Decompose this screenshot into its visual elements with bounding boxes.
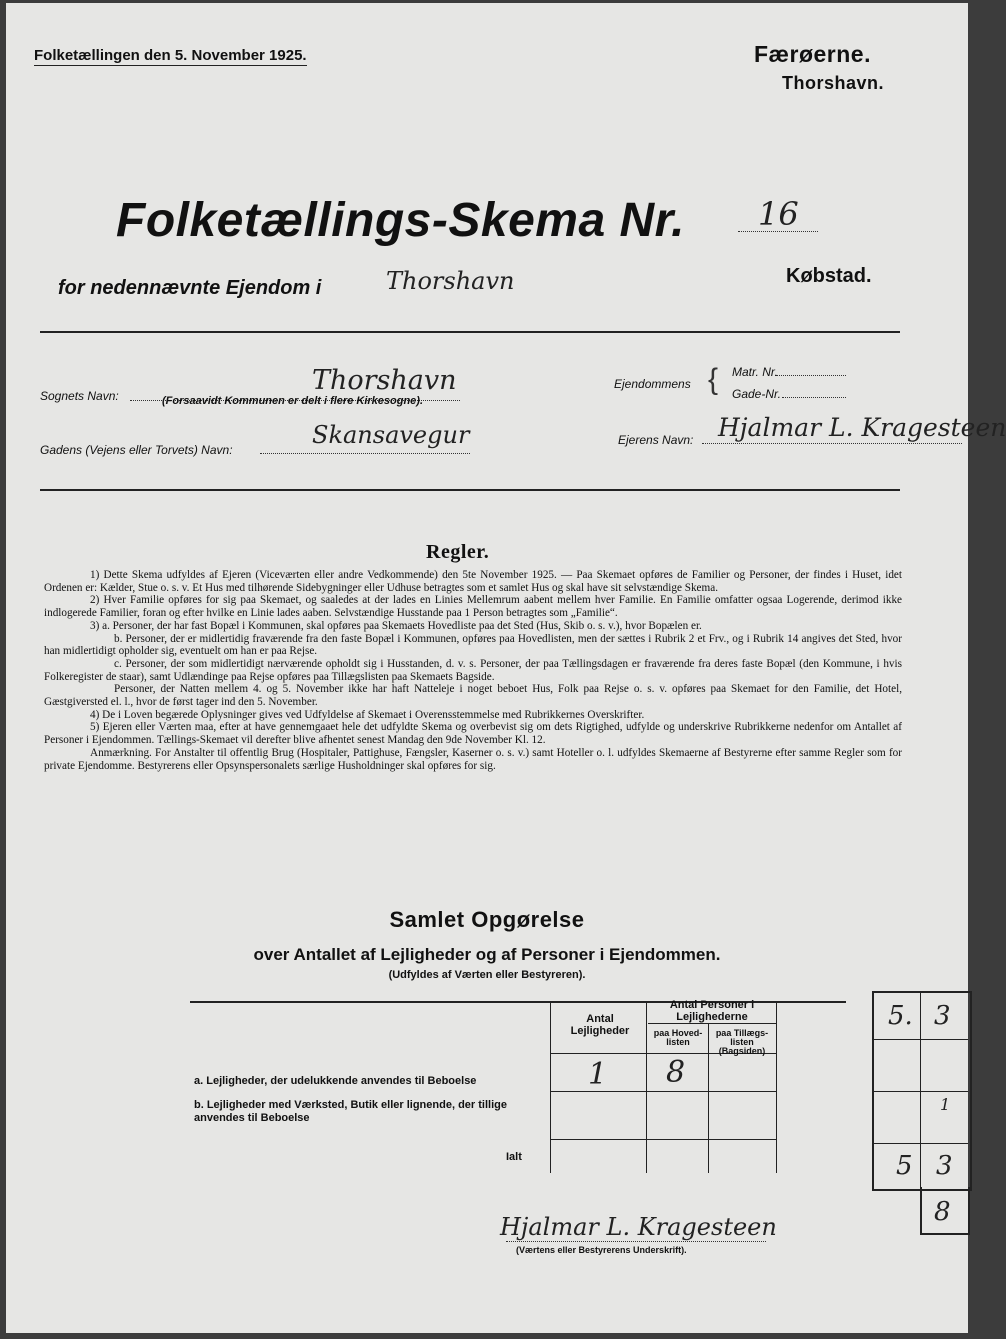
table-vline bbox=[708, 1023, 709, 1173]
town-name: Thorshavn. bbox=[782, 73, 885, 93]
city-type: Købstad. bbox=[786, 265, 872, 287]
street-value: Skansavegur bbox=[312, 421, 470, 449]
divider-top bbox=[40, 331, 900, 333]
summary-title: Samlet Opgørelse bbox=[389, 907, 585, 932]
street-label: Gadens (Vejens eller Torvets) Navn: bbox=[40, 443, 233, 457]
row-a-persons: 8 bbox=[666, 1055, 686, 1090]
tally-r4c1: 5 bbox=[896, 1151, 913, 1181]
row-b-label: b. Lejligheder med Værksted, Butik eller lignende, der tillige anvendes til Beboelse bbox=[194, 1099, 507, 1124]
col-main-list: paa Hoved-listen bbox=[653, 1028, 703, 1047]
table-vline bbox=[646, 1001, 647, 1173]
tally-r1c2: 3 bbox=[934, 1001, 951, 1031]
total-label: Ialt bbox=[506, 1151, 522, 1163]
gade-field-line bbox=[782, 397, 846, 398]
rule-paragraph: b. Personer, der er midlertidig fraværende fra den faste Bopæl i Kommunen, opføres paa Hovedlisten, men der sættes i Rubrik 2 et Frv., og i Rubrik 14 angives det Sted, hvor han midlertidigt opholder sig, eventuelt om han er paa Rejse. bbox=[44, 632, 902, 658]
street-field-line bbox=[260, 453, 470, 454]
rules-title: Regler. bbox=[426, 541, 490, 563]
brace-icon: { bbox=[708, 363, 719, 396]
parish-value: Thorshavn bbox=[312, 365, 457, 396]
form-title: Folketællings-Skema Nr. bbox=[116, 194, 686, 247]
owner-label: Ejerens Navn: bbox=[618, 433, 694, 447]
property-label: Ejendommens bbox=[614, 377, 691, 391]
col-supplement: paa Tillægs-listen (Bagsiden) bbox=[715, 1028, 769, 1056]
tally-vline bbox=[920, 991, 921, 1187]
owner-field-line bbox=[702, 443, 962, 444]
signature-line bbox=[506, 1241, 766, 1242]
tally-r5c2: 8 bbox=[934, 1197, 951, 1227]
rule-note: Anmærkning. For Anstalter til offentlig Brug (Hospitaler, Pattighuse, Fængsler, Kaserner o. s. v.) samt Hoteller o. l. udfyldes Skemaerne af Bestyrerne efter samme Regler som for private Ejendomme. Bestyrerens eller Opsynspersonalets særlige Husholdninger skal opføres for sig. bbox=[44, 746, 902, 772]
rules-body bbox=[44, 569, 902, 772]
row-a-label: a. Lejligheder, der udelukkende anvendes til Beboelse bbox=[194, 1075, 477, 1087]
summary-subtitle: over Antallet af Lejligheder og af Personer i Ejendommen. bbox=[253, 945, 721, 964]
schema-number-handwritten: 16 bbox=[758, 195, 799, 233]
rule-paragraph: 5) Ejeren eller Værten maa, efter at have gennemgaaet hele det udfyldte Skema og overbevist sig om dets Rigtighed, udfylde og underskrive Rubrikkerne nedenfor om Antallet af Personer i Ejendommen. Tællings-Skemaet vil derefter blive afhentet senest Mandag den 9de November Kl. 12. bbox=[44, 721, 902, 747]
signature-caption: (Værtens eller Bestyrerens Underskrift). bbox=[516, 1245, 687, 1255]
table-vline bbox=[776, 1001, 777, 1173]
rule-paragraph: c. Personer, der som midlertidigt nærværende opholdt sig i Husstanden, d. v. s. Personer, der paa Tællingsdagen er fraværende fra deres faste Bopæl (den Kommune, i hvis Folkeregister de staar), samt Udlændinge paa Rejse opføres paa Tillægslisten paa Skemaets Bagside. bbox=[44, 657, 902, 683]
table-hline bbox=[550, 1091, 776, 1092]
census-form bbox=[6, 3, 1006, 1333]
tally-hline bbox=[872, 1039, 968, 1040]
tally-hline bbox=[872, 1143, 968, 1144]
row-a-apartments: 1 bbox=[588, 1057, 608, 1092]
rule-paragraph: 1) Dette Skema udfyldes af Ejeren (Viceværten eller andre Vedkommende) den 5te November 1925. — Paa Skemaet opføres de Familier og Personer, der findes i Huset, idet Ordenen er: Kælder, Stue o. s. v. Et Hus med tilhørende Sidebygninger eller Udhuse betragtes som et samlet Hus og skal have sit selvstændige Skema. bbox=[44, 569, 902, 594]
table-vline bbox=[550, 1001, 551, 1173]
divider-bottom bbox=[40, 489, 900, 491]
table-hline bbox=[550, 1139, 776, 1140]
col-apartments: Antal Lejligheder bbox=[570, 1013, 630, 1037]
rule-paragraph: 4) De i Loven begærede Oplysninger gives ved Udfyldelse af Skemaet i Overensstemmelse med Rubrikkernes Overskrifter. bbox=[90, 708, 645, 721]
gade-label: Gade-Nr. bbox=[732, 387, 781, 401]
matr-field-line bbox=[776, 375, 846, 376]
rule-paragraph: 3) a. Personer, der har fast Bopæl i Kommunen, skal opføres paa Skemaets Hovedliste paa det Sted (Hus, Skib o. s. v.), hvor Bopælen er. bbox=[90, 619, 702, 632]
census-date: Folketællingen den 5. November 1925. bbox=[34, 47, 307, 64]
signature-handwritten: Hjalmar L. Kragesteen bbox=[500, 1213, 777, 1241]
summary-note: (Udfyldes af Værten eller Bestyreren). bbox=[388, 969, 586, 981]
form-subtitle: for nedennævnte Ejendom i bbox=[58, 277, 322, 299]
col-persons: Antal Personer i Lejlighederne bbox=[669, 999, 755, 1023]
table-hline bbox=[648, 1023, 776, 1024]
tally-r3c2: 1 bbox=[940, 1095, 951, 1114]
region-name: Færøerne. bbox=[754, 41, 871, 67]
rule-paragraph: 2) Hver Familie opføres for sig paa Skemaet, og saaledes at der lades en Linies Mellemrum aabent mellem hver Familie. En Familie omfatter ogsaa Logerende, derimod ikke indlogerede Familier, foran og efter hvilke en Linie lades aaben. Selvstændige Husstande paa 1 Person betragtes som „Familie“. bbox=[44, 594, 902, 620]
parish-note: (Forsaavidt Kommunen er delt i flere Kirkesogne). bbox=[162, 395, 424, 407]
tally-r4c2: 3 bbox=[936, 1151, 953, 1181]
matr-label: Matr. Nr. bbox=[732, 365, 778, 379]
rule-paragraph: Personer, der Natten mellem 4. og 5. November ikke har haft Natteleje i noget beboet Hus, Folk paa Rejse o. s. v. opføres paa Skemaet for den Familie, det Hotel, Gæstgiversted el. l., hvor de først tager ind den 5. November. bbox=[44, 683, 902, 709]
tally-r1c1: 5. bbox=[888, 1001, 913, 1031]
place-handwritten: Thorshavn bbox=[386, 267, 515, 295]
owner-value: Hjalmar L. Kragesteen bbox=[718, 413, 1006, 442]
tally-hline bbox=[872, 1091, 968, 1092]
parish-label: Sognets Navn: bbox=[40, 389, 119, 403]
